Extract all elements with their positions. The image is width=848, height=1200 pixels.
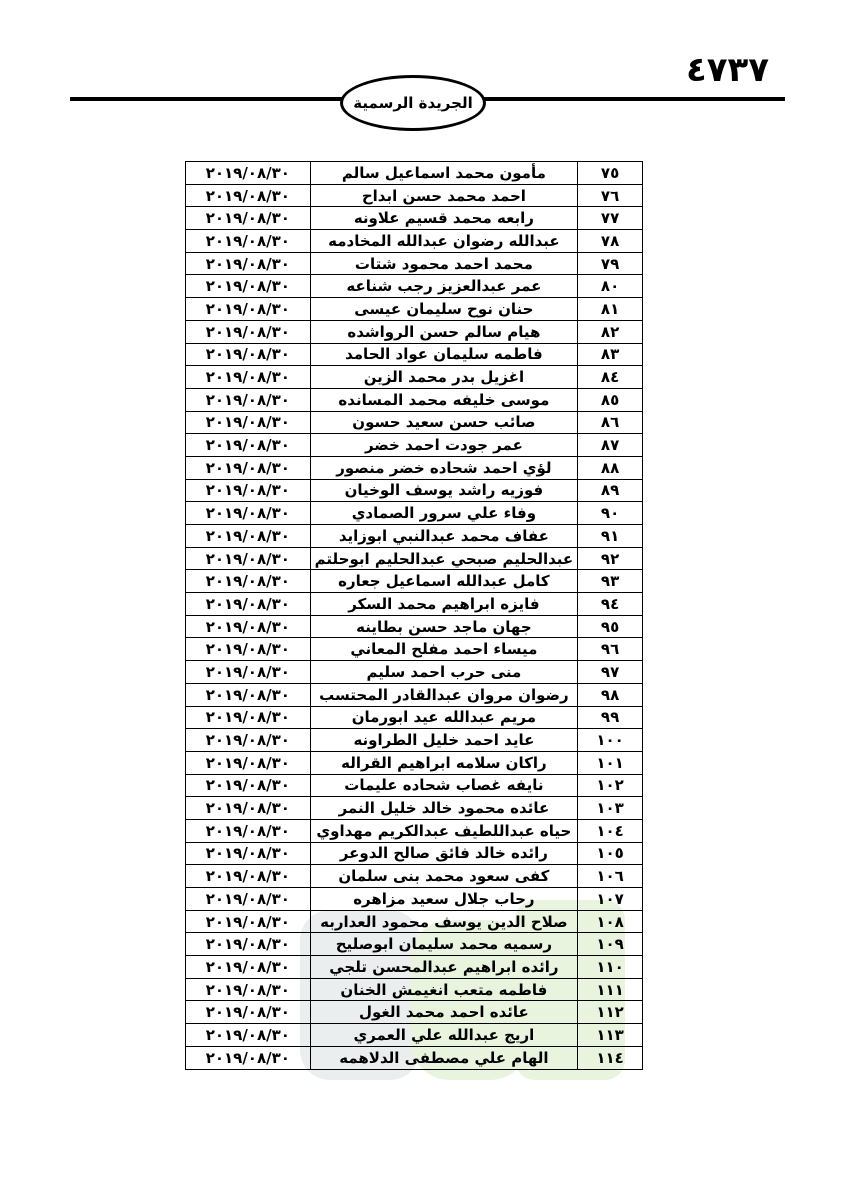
row-date: ٢٠١٩/٠٨/٣٠ (186, 525, 311, 548)
row-number: ٨٠ (578, 275, 643, 298)
table-row (186, 525, 643, 548)
row-date: ٢٠١٩/٠٨/٣٠ (186, 275, 311, 298)
table-row (186, 842, 643, 865)
row-name: فاطمه سليمان عواد الحامد (310, 343, 578, 366)
row-date: ٢٠١٩/٠٨/٣٠ (186, 751, 311, 774)
row-number: ٩٨ (578, 683, 643, 706)
table-row (186, 162, 643, 185)
row-date: ٢٠١٩/٠٨/٣٠ (186, 683, 311, 706)
row-number: ١١٠ (578, 956, 643, 979)
row-name: عائده محمود خالد خليل النمر (310, 797, 578, 820)
row-name: وفاء علي سرور الصمادي (310, 502, 578, 525)
row-date: ٢٠١٩/٠٨/٣٠ (186, 729, 311, 752)
table-row (186, 593, 643, 616)
table-row (186, 184, 643, 207)
row-date: ٢٠١٩/٠٨/٣٠ (186, 456, 311, 479)
row-date: ٢٠١٩/٠٨/٣٠ (186, 1024, 311, 1047)
row-date: ٢٠١٩/٠٨/٣٠ (186, 819, 311, 842)
row-number: ١١٣ (578, 1024, 643, 1047)
table-row (186, 797, 643, 820)
row-date: ٢٠١٩/٠٨/٣٠ (186, 207, 311, 230)
row-date: ٢٠١٩/٠٨/٣٠ (186, 888, 311, 911)
row-date: ٢٠١٩/٠٨/٣٠ (186, 638, 311, 661)
row-date: ٢٠١٩/٠٨/٣٠ (186, 388, 311, 411)
row-number: ٩٠ (578, 502, 643, 525)
row-date: ٢٠١٩/٠٨/٣٠ (186, 910, 311, 933)
row-name: رائده خالد فائق صالح الدوعر (310, 842, 578, 865)
row-number: ٨٨ (578, 456, 643, 479)
row-name: حنان نوح سليمان عيسى (310, 298, 578, 321)
row-number: ٧٧ (578, 207, 643, 230)
row-name: فايزه ابراهيم محمد السكر (310, 593, 578, 616)
row-date: ٢٠١٩/٠٨/٣٠ (186, 162, 311, 185)
row-name: ميساء احمد مفلح المعاني (310, 638, 578, 661)
row-name: فوزيه راشد يوسف الوخيان (310, 479, 578, 502)
row-number: ١٠٣ (578, 797, 643, 820)
row-name: رابعه محمد قسيم علاونه (310, 207, 578, 230)
row-date: ٢٠١٩/٠٨/٣٠ (186, 774, 311, 797)
row-date: ٢٠١٩/٠٨/٣٠ (186, 956, 311, 979)
row-name: صائب حسن سعيد حسون (310, 411, 578, 434)
row-name: عبدالحليم صبحي عبدالحليم ابوحلتم (310, 547, 578, 570)
table-row (186, 888, 643, 911)
row-number: ٩٩ (578, 706, 643, 729)
table-row (186, 1001, 643, 1024)
table-row (186, 434, 643, 457)
row-number: ٩٥ (578, 615, 643, 638)
row-name: موسى خليفه محمد المسانده (310, 388, 578, 411)
row-name: كفى سعود محمد بنى سلمان (310, 865, 578, 888)
names-table (185, 161, 643, 1070)
row-name: مأمون محمد اسماعيل سالم (310, 162, 578, 185)
row-date: ٢٠١٩/٠٨/٣٠ (186, 298, 311, 321)
table-row (186, 683, 643, 706)
row-date: ٢٠١٩/٠٨/٣٠ (186, 933, 311, 956)
row-date: ٢٠١٩/٠٨/٣٠ (186, 434, 311, 457)
row-name: لؤي احمد شحاده خضر منصور (310, 456, 578, 479)
row-name: عائده احمد محمد الغول (310, 1001, 578, 1024)
row-name: صلاح الدين يوسف محمود العداربه (310, 910, 578, 933)
row-name: اغزيل بدر محمد الزين (310, 366, 578, 389)
row-date: ٢٠١٩/٠٨/٣٠ (186, 593, 311, 616)
row-number: ١٠٦ (578, 865, 643, 888)
row-number: ٩٤ (578, 593, 643, 616)
row-date: ٢٠١٩/٠٨/٣٠ (186, 570, 311, 593)
table-row (186, 275, 643, 298)
row-date: ٢٠١٩/٠٨/٣٠ (186, 479, 311, 502)
row-name: الهام علي مصطفى الدلاهمه (310, 1046, 578, 1069)
row-date: ٢٠١٩/٠٨/٣٠ (186, 411, 311, 434)
row-date: ٢٠١٩/٠٨/٣٠ (186, 502, 311, 525)
table-row (186, 910, 643, 933)
table-row (186, 1024, 643, 1047)
row-date: ٢٠١٩/٠٨/٣٠ (186, 842, 311, 865)
table-row (186, 819, 643, 842)
row-number: ٧٨ (578, 230, 643, 253)
row-number: ١٠٥ (578, 842, 643, 865)
table-row (186, 978, 643, 1001)
table-row (186, 252, 643, 275)
row-number: ١٠٨ (578, 910, 643, 933)
page-number: ٤٧٣٧ (686, 50, 770, 90)
row-name: عمر جودت احمد خضر (310, 434, 578, 457)
header-title-oval (340, 75, 486, 131)
table-row (186, 479, 643, 502)
row-number: ٨٦ (578, 411, 643, 434)
table-row (186, 343, 643, 366)
row-number: ١٠٩ (578, 933, 643, 956)
row-number: ٨٣ (578, 343, 643, 366)
table-row (186, 933, 643, 956)
row-date: ٢٠١٩/٠٨/٣٠ (186, 706, 311, 729)
table-row (186, 207, 643, 230)
row-number: ١٠١ (578, 751, 643, 774)
row-name: مريم عبدالله عيد ابورمان (310, 706, 578, 729)
row-number: ٨٩ (578, 479, 643, 502)
row-number: ٨١ (578, 298, 643, 321)
row-date: ٢٠١٩/٠٨/٣٠ (186, 797, 311, 820)
row-name: راكان سلامه ابراهيم القراله (310, 751, 578, 774)
table-row (186, 615, 643, 638)
row-date: ٢٠١٩/٠٨/٣٠ (186, 366, 311, 389)
table-row (186, 956, 643, 979)
row-date: ٢٠١٩/٠٨/٣٠ (186, 978, 311, 1001)
table-row (186, 388, 643, 411)
row-number: ٨٥ (578, 388, 643, 411)
row-date: ٢٠١٩/٠٨/٣٠ (186, 1046, 311, 1069)
row-number: ١٠٤ (578, 819, 643, 842)
table-row (186, 1046, 643, 1069)
row-date: ٢٠١٩/٠٨/٣٠ (186, 343, 311, 366)
row-date: ٢٠١٩/٠٨/٣٠ (186, 1001, 311, 1024)
row-number: ٧٩ (578, 252, 643, 275)
row-number: ٩٢ (578, 547, 643, 570)
row-name: كامل عبدالله اسماعيل جعاره (310, 570, 578, 593)
table-row (186, 366, 643, 389)
row-date: ٢٠١٩/٠٨/٣٠ (186, 230, 311, 253)
table-row (186, 774, 643, 797)
row-date: ٢٠١٩/٠٨/٣٠ (186, 661, 311, 684)
row-number: ١٠٢ (578, 774, 643, 797)
row-date: ٢٠١٩/٠٨/٣٠ (186, 184, 311, 207)
table-row (186, 570, 643, 593)
row-number: ١٠٧ (578, 888, 643, 911)
row-number: ٨٢ (578, 320, 643, 343)
row-number: ٧٥ (578, 162, 643, 185)
table-row (186, 502, 643, 525)
row-date: ٢٠١٩/٠٨/٣٠ (186, 865, 311, 888)
row-date: ٢٠١٩/٠٨/٣٠ (186, 252, 311, 275)
row-name: رضوان مروان عبدالقادر المحتسب (310, 683, 578, 706)
row-number: ٩٦ (578, 638, 643, 661)
row-number: ٨٧ (578, 434, 643, 457)
table-row (186, 706, 643, 729)
row-name: نايفه غصاب شحاده عليمات (310, 774, 578, 797)
row-name: عايد احمد خليل الطراونه (310, 729, 578, 752)
row-number: ١٠٠ (578, 729, 643, 752)
table-row (186, 456, 643, 479)
row-date: ٢٠١٩/٠٨/٣٠ (186, 615, 311, 638)
row-name: هيام سالم حسن الرواشده (310, 320, 578, 343)
table-row (186, 320, 643, 343)
table-row (186, 638, 643, 661)
table-row (186, 865, 643, 888)
row-name: منى حرب احمد سليم (310, 661, 578, 684)
row-number: ٩٣ (578, 570, 643, 593)
row-number: ١١٤ (578, 1046, 643, 1069)
table-row (186, 298, 643, 321)
row-number: ١١٢ (578, 1001, 643, 1024)
row-date: ٢٠١٩/٠٨/٣٠ (186, 547, 311, 570)
row-number: ١١١ (578, 978, 643, 1001)
table-row (186, 411, 643, 434)
gazette-title: الجريدة الرسمية (353, 94, 473, 112)
table-row (186, 729, 643, 752)
table-row (186, 751, 643, 774)
row-number: ٧٦ (578, 184, 643, 207)
row-name: فاطمه متعب انغيمش الخنان (310, 978, 578, 1001)
row-name: حياه عبداللطيف عبدالكريم مهداوي (310, 819, 578, 842)
row-name: عمر عبدالعزيز رجب شناعه (310, 275, 578, 298)
names-table-body (186, 162, 643, 1070)
row-name: جهان ماجد حسن بطاينه (310, 615, 578, 638)
row-name: رسميه محمد سليمان ابوصليح (310, 933, 578, 956)
row-name: رائده ابراهيم عبدالمحسن تلجي (310, 956, 578, 979)
row-name: رحاب جلال سعيد مزاهره (310, 888, 578, 911)
table-row (186, 547, 643, 570)
row-name: احمد محمد حسن ابداح (310, 184, 578, 207)
table-row (186, 230, 643, 253)
row-number: ٩١ (578, 525, 643, 548)
table-row (186, 661, 643, 684)
row-name: اريج عبدالله علي العمري (310, 1024, 578, 1047)
row-number: ٨٤ (578, 366, 643, 389)
row-name: عبدالله رضوان عبدالله المخادمه (310, 230, 578, 253)
row-date: ٢٠١٩/٠٨/٣٠ (186, 320, 311, 343)
row-name: محمد احمد محمود شتات (310, 252, 578, 275)
row-number: ٩٧ (578, 661, 643, 684)
row-name: عفاف محمد عبدالنبي ابوزايد (310, 525, 578, 548)
